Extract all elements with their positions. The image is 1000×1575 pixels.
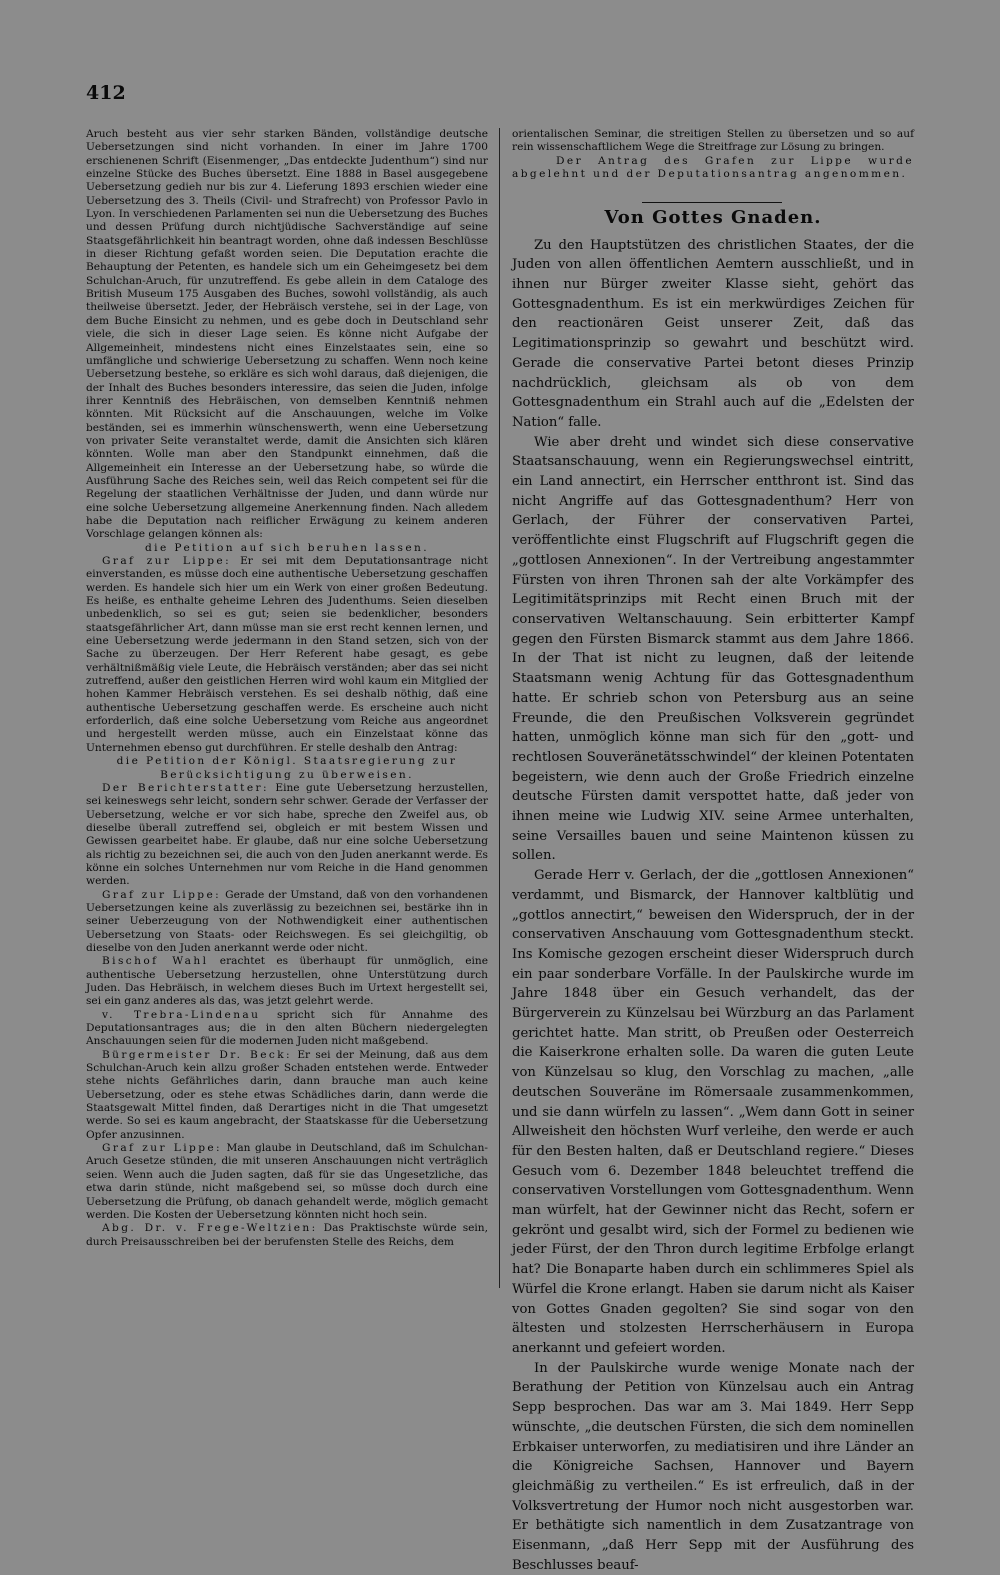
section-rule <box>642 202 782 203</box>
paragraph: Der Antrag des Grafen zur Lippe wurde abgelehnt und der Deputationsantrag angenommen. <box>512 154 914 181</box>
speaker-name: Graf zur Lippe: <box>102 888 222 901</box>
paragraph: Wie aber dreht und windet sich diese conservative Staatsanschauung, wenn ein Regierungswechsel eintritt, ein Land annectirt, ein Herrscher entthront ist. Sind das nicht Angriffe auf das Gottesgnadenthum? Herr von Gerlach, der Führer der conservativen Partei, veröffentlichte einst Flugschrift auf Flugschrift gegen die „gottlosen Annexionen“. In der Vertreibung angestammter Fürsten von ihren Thronen sah der alte Vorkämpfer des Legitimitätsprinzips mit Recht einen Bruch mit der conservativen Weltanschauung. Sein erbitterter Kampf gegen den Fürsten Bismarck stammt aus dem Jahre 1866. In der That ist nicht zu leugnen, daß der leitende Staatsmann wenig Achtung für das Gottesgnadenthum hatte. Er schrieb schon von Petersburg aus an seine Freunde, die den Preußischen Volksverein gegründet hatten, unmöglich könne man sich für den „gott- und rechtlosen Souveränetätsschwindel“ der kleinen Potentaten begeistern, wie denn auch der Große Friedrich einzelne deutsche Fürsten damit verspottet hatte, daß jeder von ihnen meine wie Ludwig XIV. seine Armee unterhalten, seine Versailles bauen und seine Maintenon küssen zu sollen. <box>512 434 914 864</box>
speech-text: Man glaube in Deutschland, daß im Schulchan-Aruch Gesetze stünden, die mit unseren Anschauungen nicht verträglich seien. Wenn auch die Juden sagten, daß für sie das Ungesetzliche, das etwa darin stünde, nicht maßgebend sei, so müsse doch durch eine Uebersetzung die Prüfung, ob danach gehandelt werde, möglich gemacht werden. Die Kosten der Uebersetzung könnten nicht hoch sein. <box>86 1142 488 1221</box>
paragraph <box>86 955 488 1008</box>
continued-report <box>512 128 914 182</box>
paragraph <box>86 889 488 956</box>
speaker-name: Bischof Wahl <box>102 955 209 968</box>
column-divider <box>499 128 500 1288</box>
motion-text: die Petition der Königl. Staatsregierung zur Berücksichtigung zu überweisen. <box>116 755 458 781</box>
paragraph: Aruch besteht aus vier sehr starken Bänden, vollständige deutsche Uebersetzungen sind nicht vorhanden. In einer im Jahre 1700 erschienenen Schrift (Eisenmenger, „Das entdeckte Judenthum“) sind nur einzelne Stücke des Buches übersetzt. Eine 1888 in Basel ausgegebene Uebersetzung gedieh nur bis zur 4. Lieferung 1893 erschien wieder eine Uebersetzung des 3. Theils (Civil- und Strafrecht) von Professor Pavlo in Lyon. In verschiedenen Parlamenten sei nun die Uebersetzung des Buches und dessen Prüfung durch nichtjüdische Sachverständige auf seine Staatsgefährlichkeit hin beantragt worden, ohne daß indessen Beschlüsse in dieser Richtung gefaßt worden seien. Die Deputation erachte die Behauptung der Petenten, es handele sich um ein Geheimgesetz bei dem Schulchan-Aruch, für unzutreffend. Es gebe allein in dem Cataloge des British Museum 175 Ausgaben des Buches, sowohl vollständig, als auch theilweise übersetzt. Jeder, der Hebräisch verstehe, sei in der Lage, von dem Buche Einsicht zu nehmen, und es gebe doch in Deutschland sehr viele, die sich in dieser Lage seien. Es könne nicht Aufgabe der Allgemeinheit, mindestens nicht eines Einzelstaates sein, eine so umfängliche und schwierige Uebersetzung zu schaffen. Wenn noch keine Uebersetzung bestehe, so erkläre es sich wohl daraus, daß diejenigen, die der Inhalt des Buches besonders interessire, das seien die Juden, infolge ihrer Kenntniß des Hebräischen, von demselben Kenntniß nehmen könnten. Mit Rücksicht auf die Anschauungen, welche im Volke beständen, sei es immerhin wünschenswerth, wenn eine Uebersetzung von privater Seite veranstaltet werde, damit die Ansichten sich klären könnten. Wolle man aber den Standpunkt einnehmen, daß die Allgemeinheit ein Interesse an der Uebersetzung habe, so würde die Ausführung Sache des Reiches sein, weil das Reich competent sei für die Regelung der staatlichen Verhältnisse der Juden, und dann würde nur eine solche Uebersetzung allgemeine Anerkennung finden. Nach alledem habe die Deputation nach reiflicher Erwägung zu keinem anderen Vorschlage gelangen können als: <box>86 128 488 541</box>
paragraph <box>86 782 488 889</box>
speech-text: Er sei der Meinung, daß aus dem Schulchan-Aruch kein allzu großer Schaden entstehen werde. Entweder stehe nichts Gefährliches darin, dann brauche man auch keine Uebersetzung, oder es stehe etwas Schädliches darin, dann werde die Staatsgewalt Mittel finden, daß Derartiges nicht in die That umgesetzt werde. So sei es kaum angebracht, der Staatskasse für die Uebersetzung Opfer anzusinnen. <box>86 1048 488 1141</box>
paragraph: Gerade Herr v. Gerlach, der die „gottlosen Annexionen“ verdammt, und Bismarck, der Hannover kaltblütig und „gottlos annectirt,“ beweisen den Widerspruch, der in der conservativen Anschauung vom Gottesgnadenthum steckt. Ins Komische gezogen erscheint dieser Widerspruch durch ein paar sonderbare Vorfälle. In der Paulskirche wurde im Jahre 1848 über ein Gesuch verhandelt, das der Bürgerverein zu Künzelsau bei Würzburg an das Parlament gerichtet hatte. Man stritt, ob Preußen oder Oesterreich die Kaiserkrone erhalten solle. Da waren die guten Leute von Künzelsau so klug, den Vorschlag zu machen, „alle deutschen Souveräne im Römersaale zusammenkommen, und sie dann würfeln zu lassen“. „Wem dann Gott in seiner Allweisheit den höchsten Wurf verleihe, den werde er auch für den Besten halten, daß er Deutschland regiere.“ Dieses Gesuch vom 6. Dezember 1848 beleuchtet treffend die conservativen Vorstellungen vom Gottesgnadenthum. Wenn man würfelt, hat der Gewinner nicht das Recht, sofern er gekrönt und gesalbt wird, sich der Formel zu bedienen wie jeder Fürst, der den Thron durch legitime Erbfolge erlangt hat? Die Bonaparte haben durch ein schlimmeres Spiel als Würfel die Krone erlangt. Haben sie darum nicht als Kaiser von Gottes Gnaden gegolten? Sie sind sogar von den ältesten und stolzesten Herrscherhäusern in Europa anerkannt und gefeiert worden. <box>512 868 914 1356</box>
speech-text: Eine gute Uebersetzung herzustellen, sei keineswegs sehr leicht, sondern sehr schwer. Gerade der Verfasser der Uebersetzung, welche er vor sich habe, spreche den Zweifel aus, ob dieselbe überall zutreffend sei, obgleich er mit bestem Wissen und Gewissen gearbeitet habe. Er glaube, daß nur eine solche Uebersetzung als richtig zu bezeichnen sei, die auch von den Juden anerkannt werde. Es könne ein solches Unternehmen nur vom Reiche in die Hand genommen werden. <box>86 781 488 888</box>
section-title: Von Gottes Gnaden. <box>604 206 822 228</box>
speech-text: Das Praktischste würde sein, durch Preisausschreiben bei der berufensten Stelle des Reichs, dem <box>86 1222 488 1248</box>
speech-text: Er sei mit dem Deputationsantrage nicht einverstanden, es müsse doch eine authentische Uebersetzung geschaffen werden. Es handele sich hier um ein Werk von einer großen Bedeutung. Es heiße, es enthalte geheime Lehren des Judenthums. Seien dieselben unbedenklich, so sei es gut; seien sie bedenklicher, besonders staatsgefährlicher Art, dann müsse man sie erst recht kennen lernen, und eine Uebersetzung werde jedermann in den Stand setzen, sich von der Sache zu überzeugen. Der Herr Referent habe gesagt, es gebe verhältnißmäßig viele Leute, die Hebräisch verständen; aber das sei nicht zutreffend, außer den geistlichen Herren wird wohl kaum ein Mitglied der hohen Kammer Hebräisch verstehen. Es sei deshalb nöthig, daß eine authentische Uebersetzung geschaffen werde. Es erscheine auch nicht erforderlich, daß eine solche Uebersetzung vom Reiche aus angeordnet und hergestellt werden müsse, auch ein Einzelstaat könne das Unternehmen ebenso gut durchführen. Er stelle deshalb den Antrag: <box>86 555 488 754</box>
speaker-name: Der Berichterstatter: <box>102 781 269 794</box>
paragraph: In der Paulskirche wurde wenige Monate nach der Berathung der Petition von Künzelsau auch ein Antrag Sepp besprochen. Das war am 3. Mai 1849. Herr Sepp wünschte, „die deutschen Fürsten, die sich dem nominellen Erbkaiser unterworfen, zu mediatisiren und ihre Länder an die Königreiche Sachsen, Hannover und Bayern gleichmäßig zu vertheilen.“ Es ist erfreulich, daß in der Volksvertretung der Humor noch nicht ausgestorben war. Er bethätigte sich namentlich in dem Zusatzantrage von Eisenmann, „daß Herr Sepp mit der Ausführung des Beschlusses beauf- <box>512 1360 914 1573</box>
speaker-name: Graf zur Lippe: <box>102 1142 223 1155</box>
speech-text: erachtet es überhaupt für unmöglich, eine authentische Uebersetzung herzustellen, ohne Unterstützung durch Juden. Das Hebräisch, in welchem dieses Buch im Urtext hergestellt sei, sei ein ganz anderes als das, was jetzt gelehrt werde. <box>86 955 488 1008</box>
motion-text: die Petition auf sich beruhen lassen. <box>144 541 430 554</box>
speech-text: spricht sich für Annahme des Deputationsantrages aus; die in den alten Büchern niedergelegten Anschauungen seien für die modernen Juden nicht maßgebend. <box>86 1008 488 1048</box>
speech-text: Gerade der Umstand, daß von den vorhandenen Uebersetzungen keine als zuverlässig zu bezeichnen sei, bestärke ihn in seiner Ueberzeugung von der Nothwendigkeit einer authentischen Uebersetzung von Staats- oder Reichswegen. Es sei gleichgiltig, ob dieselbe von den Juden anerkannt werde oder nicht. <box>86 888 488 954</box>
right-column <box>512 128 914 1575</box>
paragraph <box>86 555 488 755</box>
page-number: 412 <box>86 82 126 104</box>
section-header <box>512 192 914 236</box>
paragraph <box>86 1142 488 1222</box>
speaker-name: Abg. Dr. v. Frege-Weltzien: <box>102 1222 318 1235</box>
paragraph <box>86 1049 488 1142</box>
paragraph: orientalischen Seminar, die streitigen Stellen zu übersetzen und so auf rein wissenschaftlichem Wege die Streitfrage zur Lösung zu bringen. <box>512 128 914 154</box>
paragraph: Zu den Hauptstützen des christlichen Staates, der die Juden von allen öffentlichen Aemtern ausschließt, und in ihnen nur Bürger zweiter Klasse sieht, gehört das Gottesgnadenthum. Es ist ein merkwürdiges Zeichen für den reactionären Geist unserer Zeit, daß das Legitimationsprinzip so gewahrt und beschützt wird. Gerade die conservative Partei betont dieses Prinzip nachdrücklich, gleichsam als ob von dem Gottesgnadenthum ein Strahl auch auf die „Edelsten der Nation“ falle. <box>512 237 914 430</box>
speaker-name: Bürgermeister Dr. Beck: <box>102 1048 293 1061</box>
speaker-name: v. Trebra-Lindenau <box>102 1008 261 1021</box>
speaker-name: Graf zur Lippe: <box>102 555 232 567</box>
left-column <box>86 128 488 1249</box>
paragraph <box>86 1009 488 1049</box>
paragraph <box>86 1222 488 1249</box>
